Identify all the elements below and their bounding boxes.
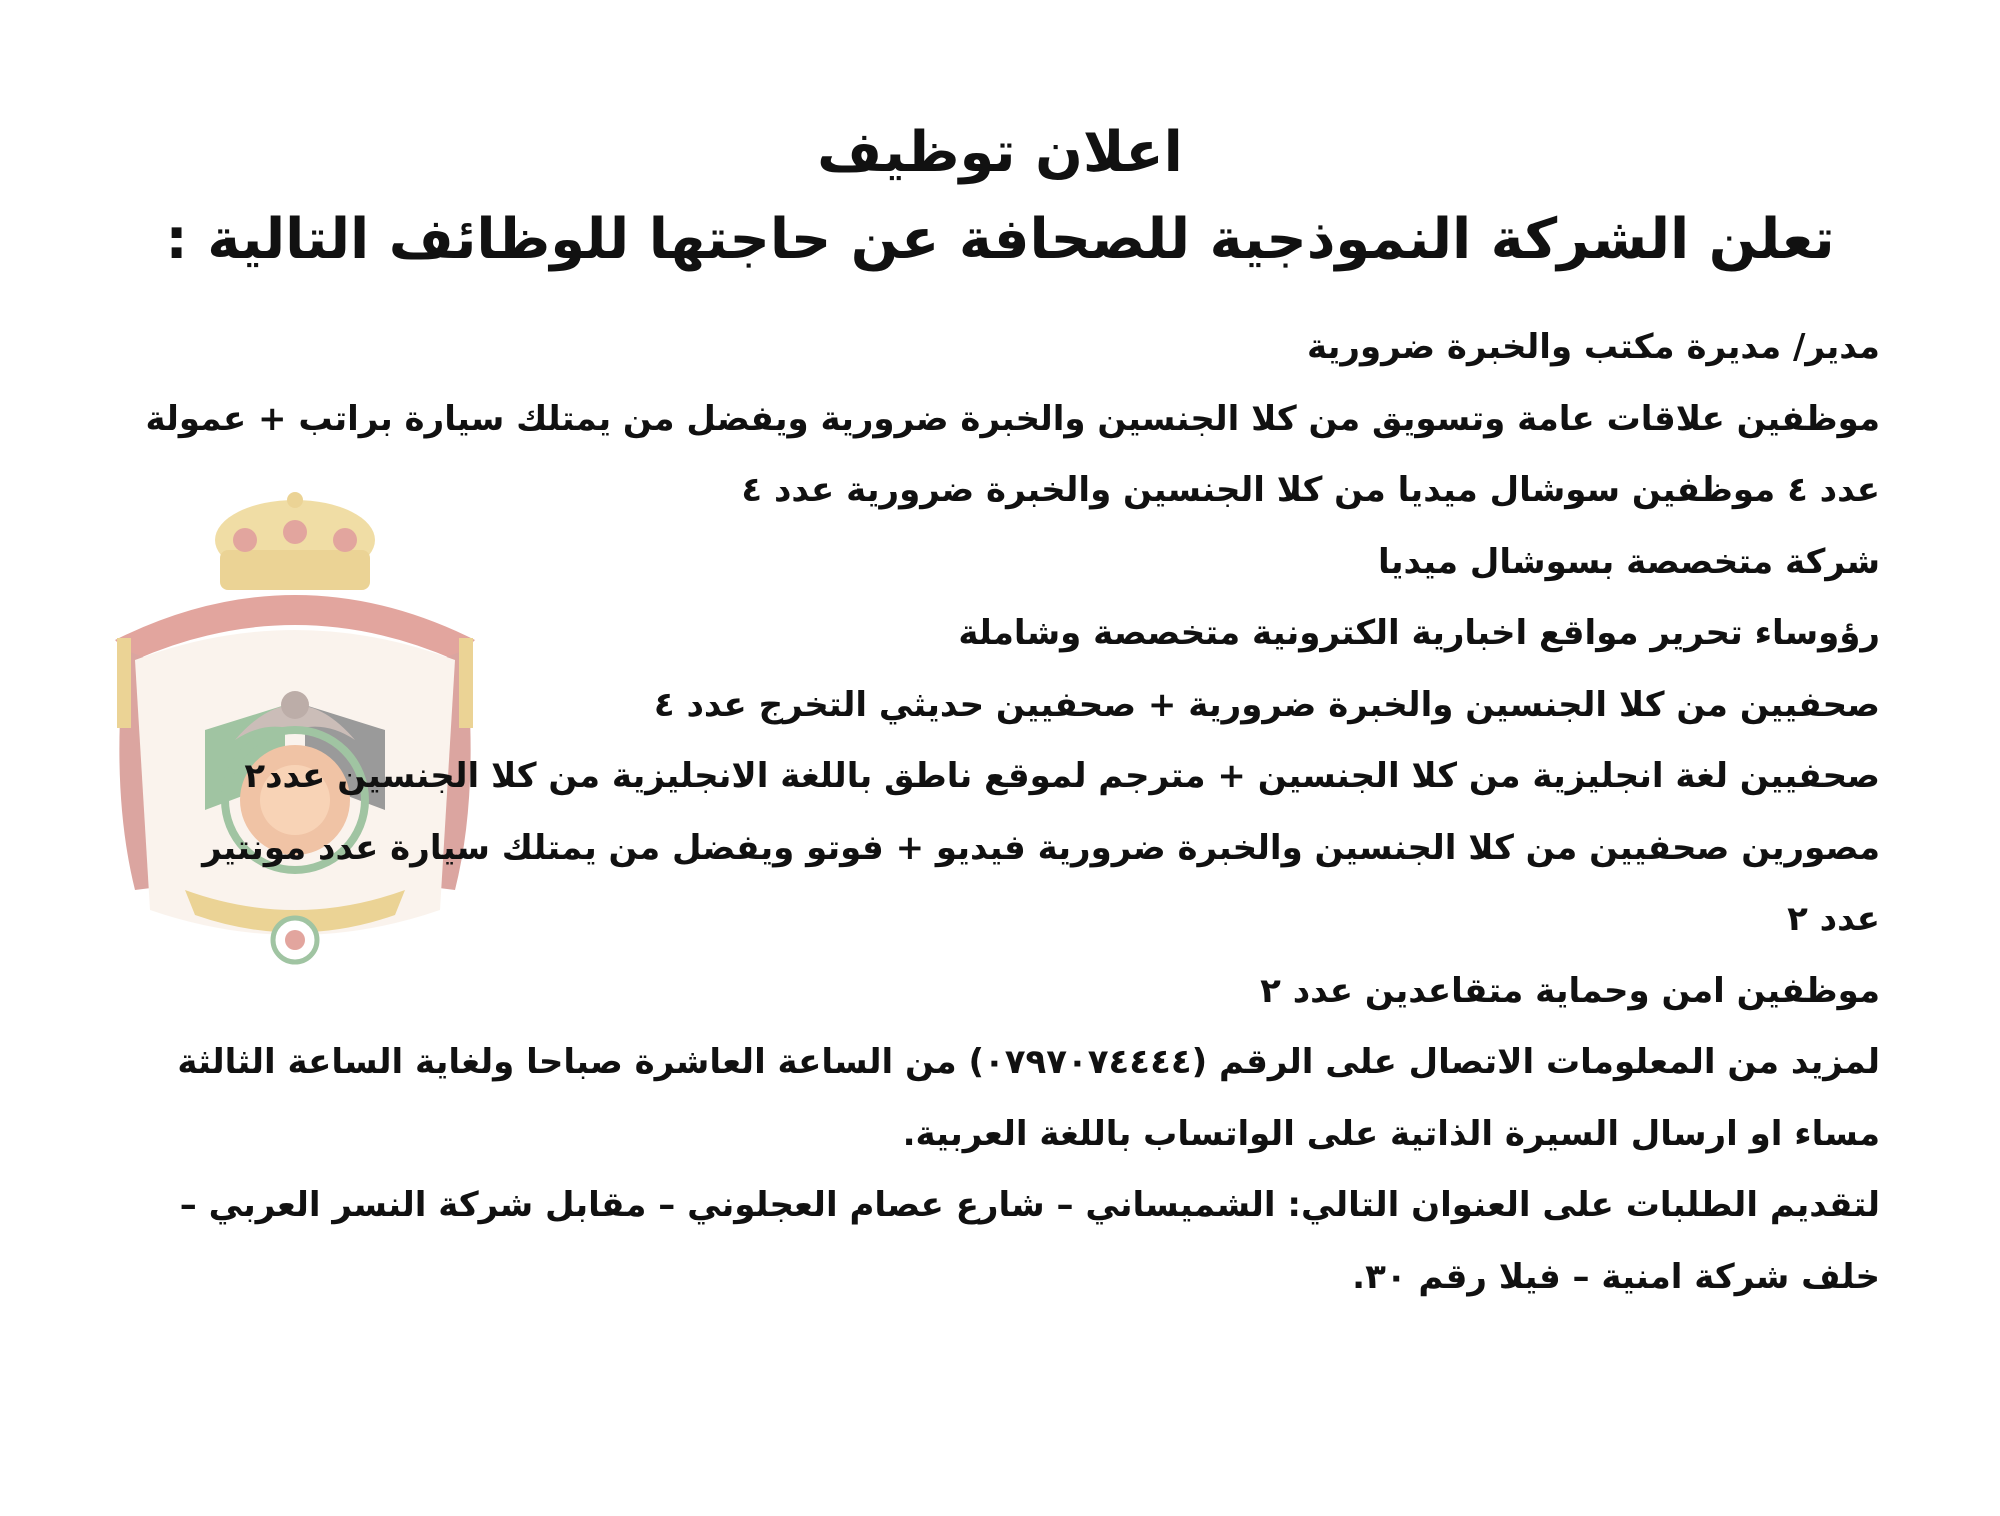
job-line: مدير/ مديرة مكتب والخبرة ضرورية xyxy=(1306,327,1880,367)
job-line: شركة متخصصة بسوشال ميديا xyxy=(1377,541,1880,582)
job-line: عدد ٤ موظفين سوشال ميديا من كلا الجنسين والخبرة ضرورية عدد ٤ xyxy=(741,470,1880,510)
job-line: رؤوساء تحرير مواقع اخبارية الكترونية متخصصة وشاملة xyxy=(958,613,1880,653)
contact-line: لمزيد من المعلومات الاتصال على الرقم (٠٧٩٧٠٧٤٤٤٤) من الساعة العاشرة صباحا ولغاية الساعة الثالثة xyxy=(177,1042,1880,1082)
announcement-subtitle: تعلن الشركة النموذجية للصحافة عن حاجتها للوظائف التالية : xyxy=(165,207,1835,272)
job-line: صحفيين لغة انجليزية من كلا الجنسين + مترجم لموقع ناطق باللغة الانجليزية من كلا الجنسين عدد٢ xyxy=(244,756,1880,796)
address-line: خلف شركة امنية – فيلا رقم ٣٠. xyxy=(1352,1256,1880,1297)
job-line: عدد ٢ xyxy=(1787,899,1880,939)
job-line: موظفين امن وحماية متقاعدين عدد ٢ xyxy=(1260,970,1880,1011)
job-line: موظفين علاقات عامة وتسويق من كلا الجنسين والخبرة ضرورية ويفضل من يمتلك سيارة براتب + عمولة xyxy=(145,398,1880,439)
address-line: لتقديم الطلبات على العنوان التالي: الشميساني – شارع عصام العجلوني – مقابل شركة النسر العربي – xyxy=(179,1185,1880,1225)
job-list xyxy=(115,312,1880,1313)
announcement-title: اعلان توظيف xyxy=(817,120,1183,185)
job-line: صحفيين من كلا الجنسين والخبرة ضرورية + صحفيين حديثي التخرج عدد ٤ xyxy=(653,684,1880,725)
contact-line: مساء او ارسال السيرة الذاتية على الواتساب باللغة العربية. xyxy=(902,1113,1880,1154)
job-line: مصورين صحفيين من كلا الجنسين والخبرة ضرورية فيديو + فوتو ويفضل من يمتلك سيارة عدد مونتير xyxy=(202,827,1880,868)
